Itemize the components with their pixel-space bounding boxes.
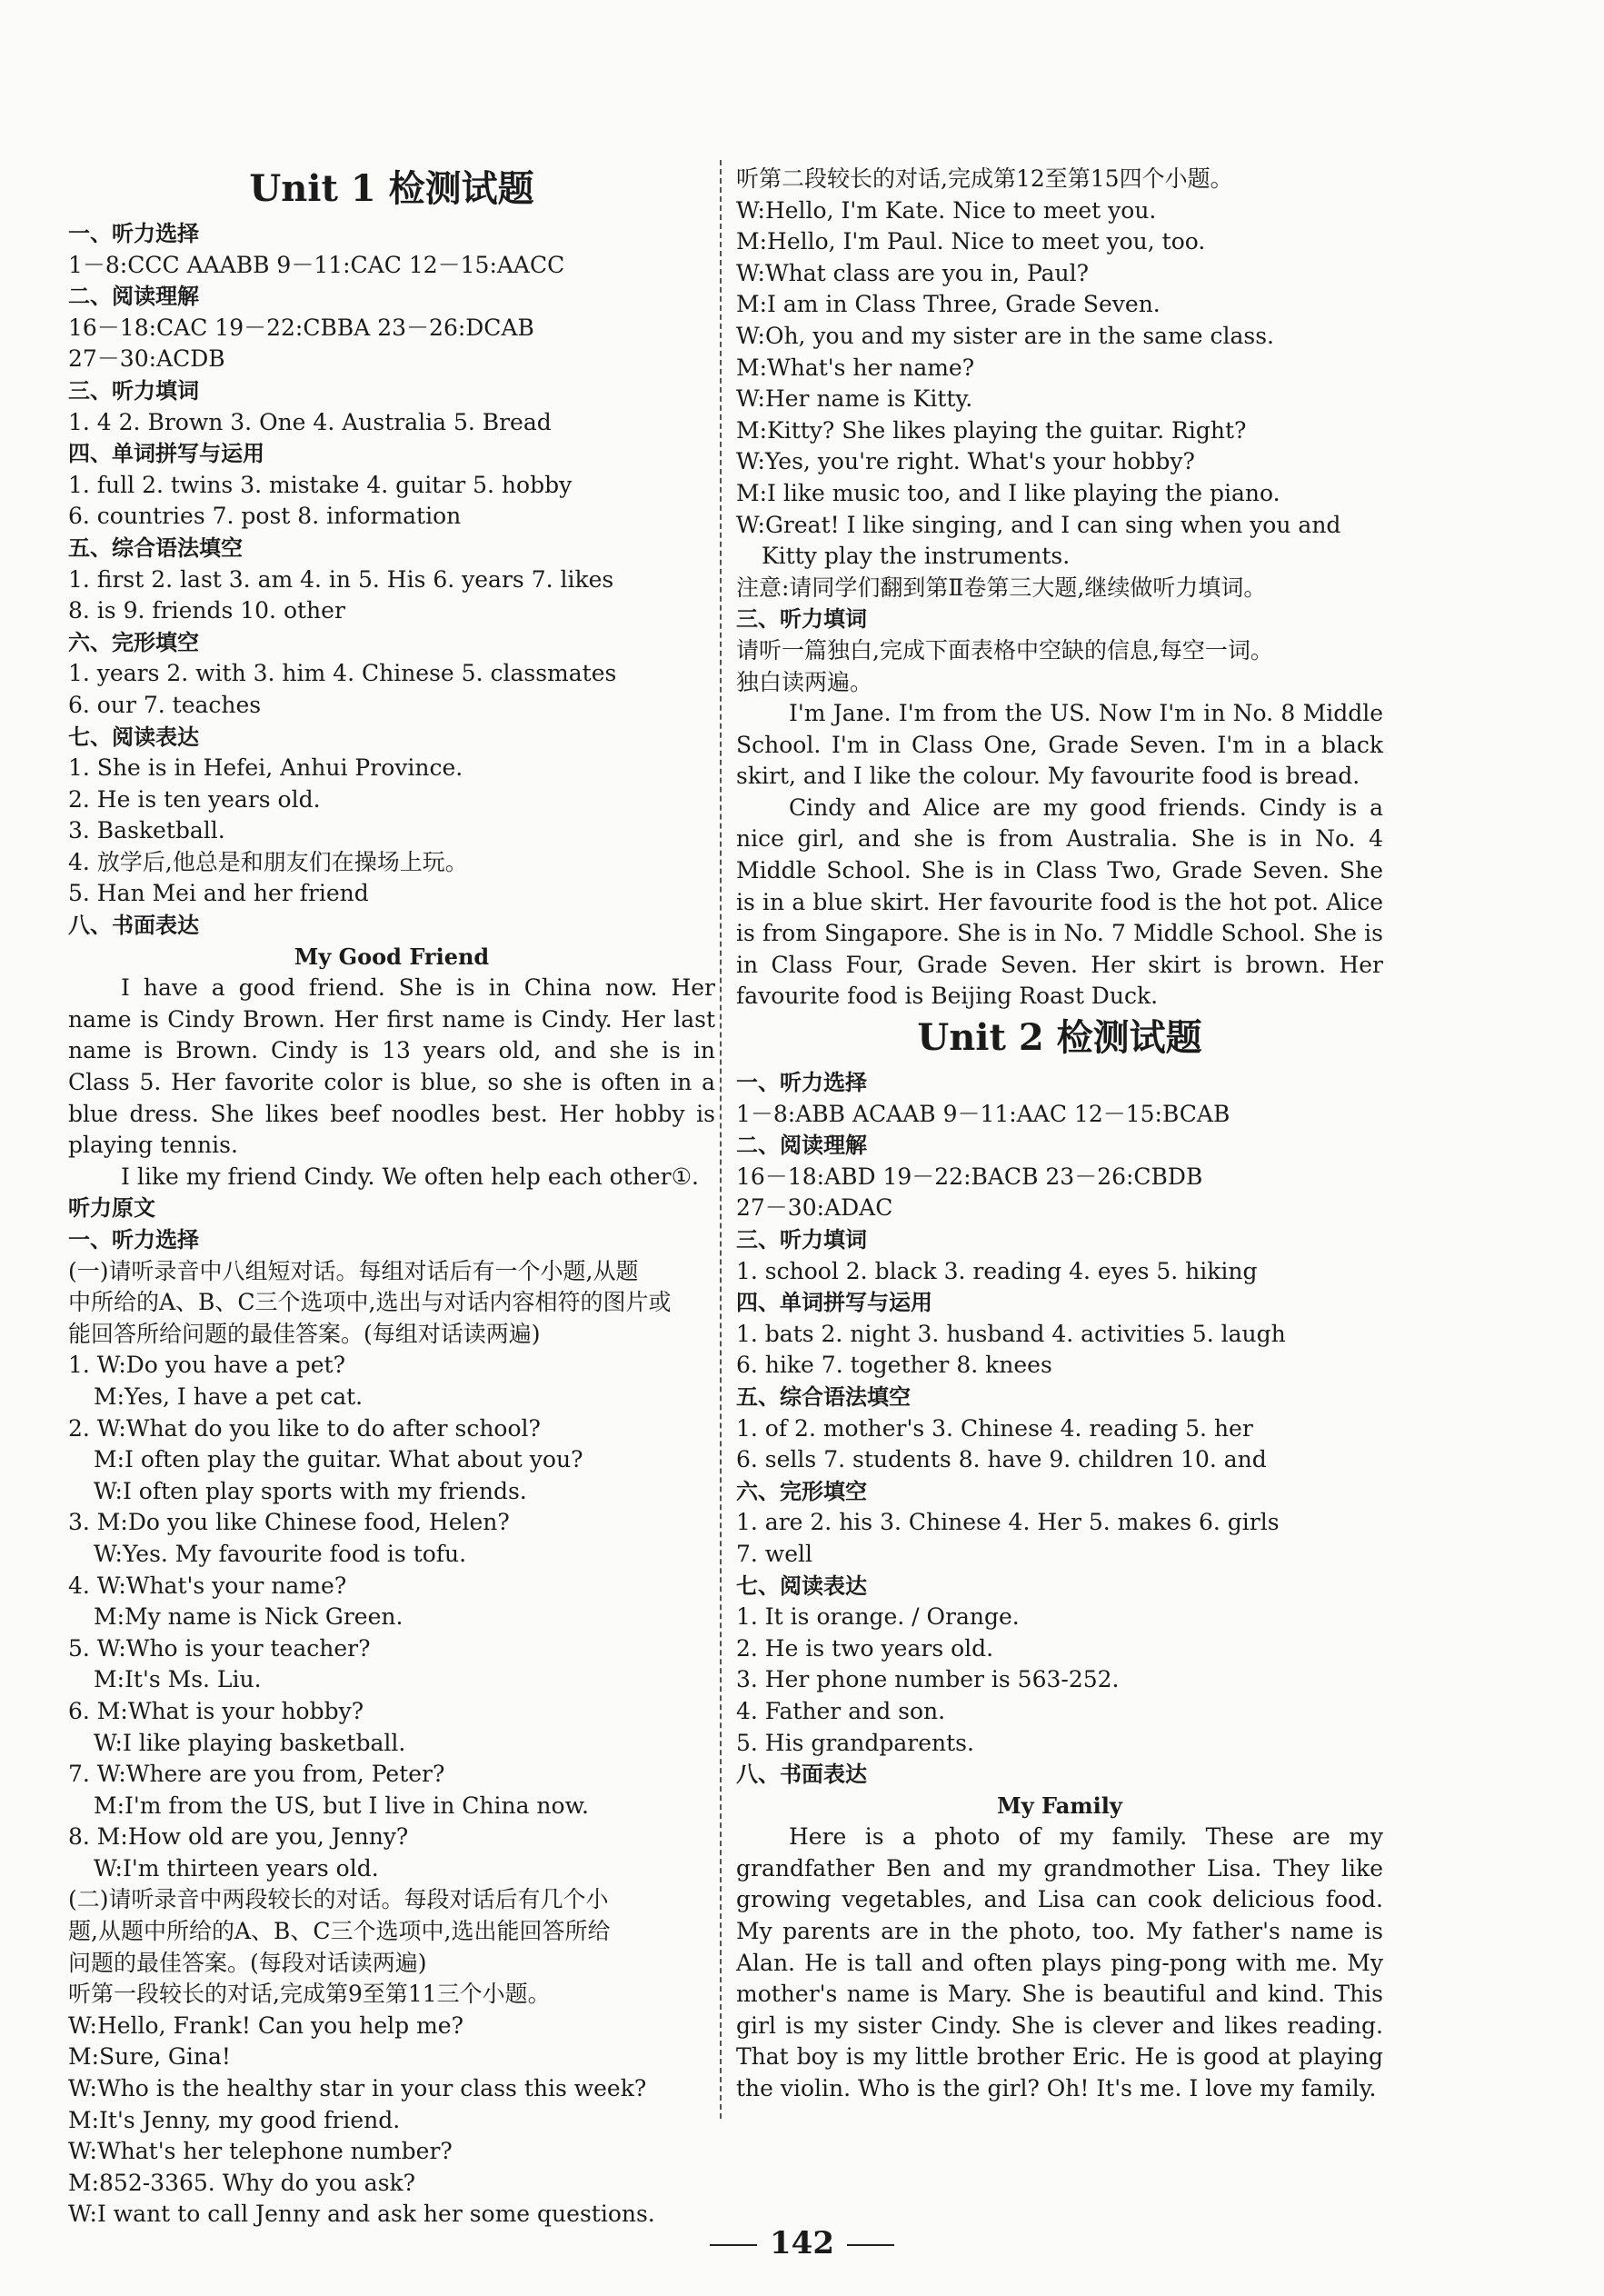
section-header: 八、书面表达 <box>736 1762 867 1788</box>
section-header: 八、书面表达 <box>68 913 199 939</box>
dialogue-line: W:I often play sports with my friends. <box>94 1477 527 1504</box>
dialogue-line: W:Yes. My favourite food is tofu. <box>94 1540 467 1567</box>
text-line: M:Kitty? She likes playing the guitar. Right? <box>736 416 1247 444</box>
dialogue-line: M:I often play the guitar. What about you? <box>94 1446 583 1473</box>
page-number: 142 <box>770 2225 834 2261</box>
paragraph: Here is a photo of my family. These are my grandfather Ben and my grandmother Lisa. They like growing vegetables, and Lisa can cook delicious food. My parents are in the photo, too. My father's name is Alan. He is tall and often plays ping-pong with me. My mother's name is Mary. She is beautiful and kind. This girl is my sister Cindy. She is clever and likes reading. That boy is my little brother Eric. He is good at playing the violin. Who is the girl? Oh! It's me. I love my family. <box>736 1823 1383 2102</box>
dialogue-line: M:It's Ms. Liu. <box>94 1666 262 1693</box>
section-header: 一、听力选择 <box>736 1070 867 1096</box>
text-line: 8. M:How old are you, Jenny? <box>68 1823 409 1851</box>
footer-dash-left <box>710 2244 757 2246</box>
text-line: 16－18:CAC 19－22:CBBA 23－26:DCAB <box>68 314 534 341</box>
text-line: W:Hello, Frank! Can you help me? <box>68 2011 463 2039</box>
text-line: 1. full 2. twins 3. mistake 4. guitar 5. hobby <box>68 471 573 498</box>
text-line: 能回答所给问题的最佳答案。(每组对话读两遍) <box>68 1320 541 1347</box>
text-line: W:I want to call Jenny and ask her some questions. <box>68 2201 655 2228</box>
section-header: 五、综合语法填空 <box>68 534 243 561</box>
dialogue-line: M:I'm from the US, but I live in China now. <box>94 1792 589 1819</box>
text-line: 注意:请同学们翻到第Ⅱ卷第三大题,继续做听力填词。 <box>736 574 1267 601</box>
unit-title: Unit 2 检测试题 <box>917 1016 1202 1060</box>
text-line: 1－8:CCC AAABB 9－11:CAC 12－15:AACC <box>68 251 565 278</box>
text-line: 2. He is ten years old. <box>68 785 321 813</box>
text-line: 5. Han Mei and her friend <box>68 880 369 907</box>
text-line: M:I like music too, and I like playing the piano. <box>736 479 1280 506</box>
section-header: 五、综合语法填空 <box>736 1383 911 1410</box>
section-header: 六、完形填空 <box>736 1478 867 1504</box>
text-line: M:It's Jenny, my good friend. <box>68 2106 401 2133</box>
text-line: 7. W:Where are you from, Peter? <box>68 1761 445 1788</box>
text-line: (二)请听录音中两段较长的对话。每段对话后有几个小 <box>68 1886 609 1913</box>
text-line: W:What class are you in, Paul? <box>736 259 1090 286</box>
text-line: 3. Her phone number is 563-252. <box>736 1666 1120 1693</box>
section-header: 三、听力填词 <box>736 1227 867 1253</box>
text-line: 听第二段较长的对话,完成第12至第15四个小题。 <box>736 165 1233 192</box>
footer-dash-right <box>847 2244 894 2246</box>
text-line: 27－30:ADAC <box>736 1194 893 1222</box>
text-line: 1－8:ABB ACAAB 9－11:AAC 12－15:BCAB <box>736 1100 1230 1127</box>
paragraph: Cindy and Alice are my good friends. Cindy is a nice girl, and she is from Australia. She is in No. 4 Middle School. She is in Class Two, Grade Seven. She is in a blue skirt. Her favourite food is the hot pot. Alice is from Singapore. She is in No. 7 Middle School. She is in Class Four, Grade Seven. Her skirt is brown. Her favourite food is Beijing Roast Duck. <box>736 794 1383 1010</box>
paragraph: I have a good friend. She is in China now. Her name is Cindy Brown. Her first name is Cindy. Her last name is Brown. Cindy is 13 years old, and she is in Class 5. Her favorite color is blue, so she is often in a blue dress. She likes beef noodles best. Her hobby is playing tennis. <box>68 974 715 1159</box>
section-header: 七、阅读表达 <box>736 1572 867 1599</box>
text-line: 5. His grandparents. <box>736 1729 974 1756</box>
section-header: 一、听力选择 <box>68 1227 199 1253</box>
section-header: 三、听力填词 <box>736 606 867 633</box>
column-divider <box>720 160 722 2119</box>
text-line: W:What's her telephone number? <box>68 2138 453 2165</box>
text-line: W:Oh, you and my sister are in the same class. <box>736 322 1275 349</box>
section-header: 一、听力选择 <box>68 221 199 246</box>
text-line: M:852-3365. Why do you ask? <box>68 2169 416 2196</box>
text-line: 4. W:What's your name? <box>68 1572 347 1599</box>
dialogue-line: M:Yes, I have a pet cat. <box>94 1383 364 1410</box>
text-line: 1. of 2. mother's 3. Chinese 4. reading 5. her <box>736 1414 1253 1442</box>
text-line: 听第一段较长的对话,完成第9至第11三个小题。 <box>68 1981 551 2008</box>
text-line: 16－18:ABD 19－22:BACB 23－26:CBDB <box>736 1163 1203 1190</box>
dialogue-line: M:My name is Nick Green. <box>94 1603 403 1631</box>
text-line: 27－30:ACDB <box>68 345 225 373</box>
text-line: W:Her name is Kitty. <box>736 385 973 413</box>
text-line: 6. sells 7. students 8. have 9. children 10. and <box>736 1446 1267 1473</box>
essay-title: My Family <box>997 1792 1122 1819</box>
text-line: 1. years 2. with 3. him 4. Chinese 5. classmates <box>68 660 617 687</box>
text-line: 2. He is two years old. <box>736 1634 994 1662</box>
text-line: 4. 放学后,他总是和朋友们在操场上玩。 <box>68 848 468 875</box>
text-line: 6. countries 7. post 8. information <box>68 503 462 530</box>
section-header: 二、阅读理解 <box>68 284 199 310</box>
text-line: 中所给的A、B、C三个选项中,选出与对话内容相符的图片或 <box>68 1289 672 1316</box>
text-line: M:What's her name? <box>736 354 975 381</box>
text-line: 题,从题中所给的A、B、C三个选项中,选出能回答所给 <box>68 1918 611 1945</box>
text-line: 1. first 2. last 3. am 4. in 5. His 6. years 7. likes <box>68 565 614 593</box>
text-line: M:Hello, I'm Paul. Nice to meet you, too. <box>736 228 1206 255</box>
section-header: 六、完形填空 <box>68 629 199 655</box>
text-line: W:Who is the healthy star in your class this week? <box>68 2075 647 2102</box>
paragraph: I'm Jane. I'm from the US. Now I'm in No. 8 Middle School. I'm in Class One, Grade Seven. I'm in a black skirt, and I like the colour. My favourite food is bread. <box>736 700 1383 790</box>
text-line: M:I am in Class Three, Grade Seven. <box>736 291 1161 318</box>
left-column <box>68 164 715 2231</box>
text-line: 1. bats 2. night 3. husband 4. activities 5. laugh <box>736 1320 1286 1347</box>
section-header: 听力原文 <box>68 1195 155 1222</box>
text-line: 3. Basketball. <box>68 817 225 844</box>
text-line: 请听一篇独白,完成下面表格中空缺的信息,每空一词。 <box>736 636 1273 664</box>
text-line: 8. is 9. friends 10. other <box>68 597 345 624</box>
text-line: 1. are 2. his 3. Chinese 4. Her 5. makes 6. girls <box>736 1509 1280 1536</box>
dialogue-line: W:I'm thirteen years old. <box>94 1854 379 1882</box>
text-line: 6. our 7. teaches <box>68 691 262 718</box>
section-header: 四、单词拼写与运用 <box>68 441 264 467</box>
text-line: W:Yes, you're right. What's your hobby? <box>736 448 1195 475</box>
text-line: 7. well <box>736 1540 812 1567</box>
paragraph: I like my friend Cindy. We often help each other①. <box>121 1163 699 1190</box>
page-footer <box>0 2225 1604 2261</box>
text-line: 独白读两遍。 <box>736 668 873 695</box>
text-line: W:Hello, I'm Kate. Nice to meet you. <box>736 196 1157 224</box>
text-line: 1. W:Do you have a pet? <box>68 1352 345 1379</box>
text-line: 1. school 2. black 3. reading 4. eyes 5. hiking <box>736 1257 1258 1284</box>
section-header: 二、阅读理解 <box>736 1133 867 1159</box>
right-column <box>736 164 1383 2105</box>
text-line: M:Sure, Gina! <box>68 2043 231 2071</box>
text-line: 2. W:What do you like to do after school? <box>68 1414 541 1442</box>
text-line: 1. It is orange. / Orange. <box>736 1603 1020 1631</box>
dialogue-line: W:I like playing basketball. <box>94 1729 406 1756</box>
text-line: 6. M:What is your hobby? <box>68 1697 364 1724</box>
unit-title: Unit 1 检测试题 <box>249 167 534 210</box>
text-line: W:Great! I like singing, and I can sing when you and <box>736 511 1341 538</box>
text-line: 1. She is in Hefei, Anhui Province. <box>68 754 463 782</box>
text-line: 4. Father and son. <box>736 1697 946 1724</box>
essay-title: My Good Friend <box>294 943 490 970</box>
dialogue-line: Kitty play the instruments. <box>762 543 1071 570</box>
text-line: (一)请听录音中八组短对话。每组对话后有一个小题,从题 <box>68 1257 639 1284</box>
text-line: 6. hike 7. together 8. knees <box>736 1352 1052 1379</box>
text-line: 问题的最佳答案。(每段对话读两遍) <box>68 1949 427 1976</box>
text-line: 1. 4 2. Brown 3. One 4. Australia 5. Bread <box>68 408 552 435</box>
section-header: 三、听力填词 <box>68 377 199 404</box>
text-line: 5. W:Who is your teacher? <box>68 1634 371 1662</box>
section-header: 四、单词拼写与运用 <box>736 1290 932 1316</box>
text-line: 3. M:Do you like Chinese food, Helen? <box>68 1509 510 1536</box>
section-header: 七、阅读表达 <box>68 724 199 750</box>
